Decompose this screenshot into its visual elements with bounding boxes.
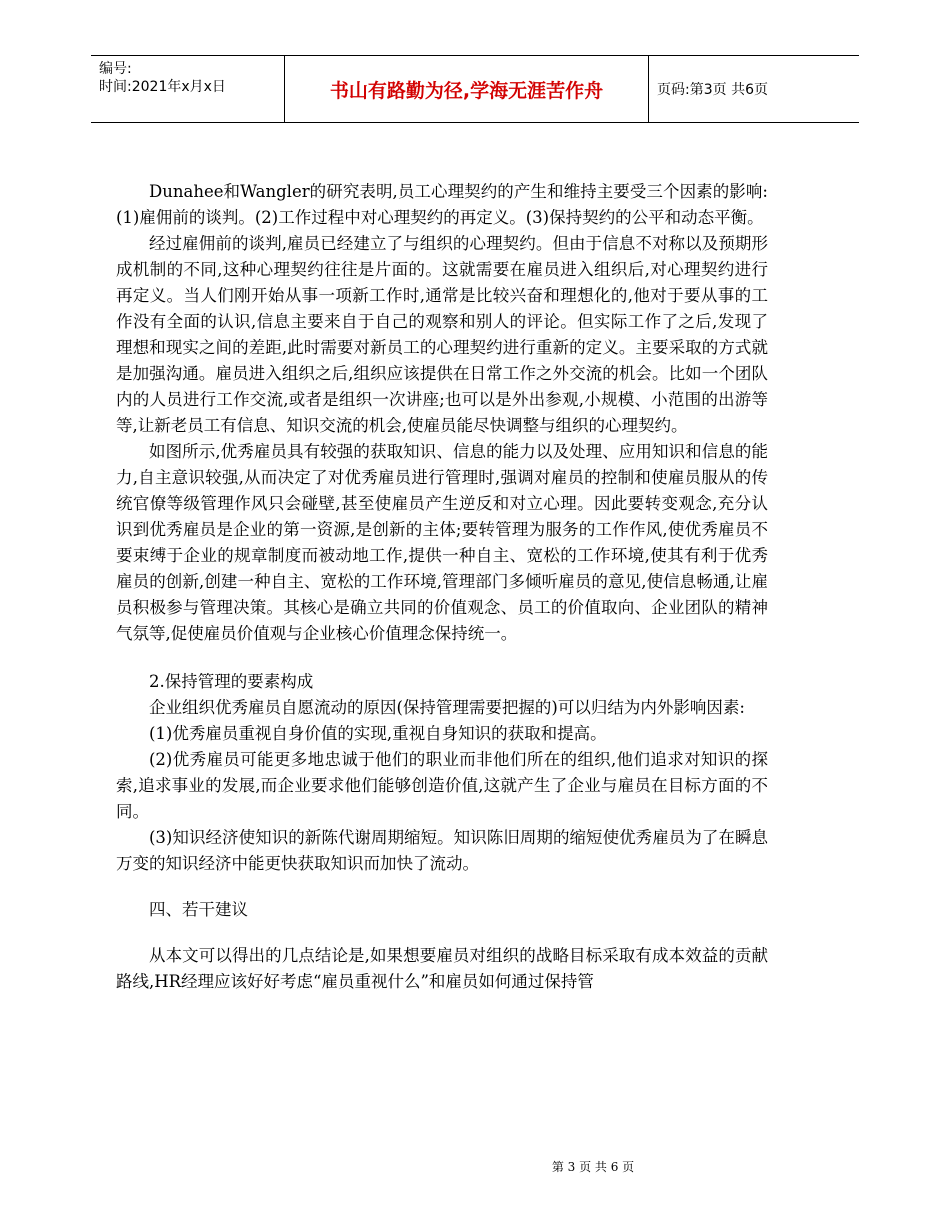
header-divider xyxy=(648,56,649,122)
page-header xyxy=(91,55,859,123)
header-page-info: 页码:第3页 共6页 xyxy=(657,82,768,98)
list-item: (2)优秀雇员可能更多地忠诚于他们的职业而非他们所在的组织,他们追求对知识的探索,追求事业的发展,而企业要求他们能够创造价值,这就产生了企业与雇员在目标方面的不同。 xyxy=(116,750,768,821)
list-item: (3)知识经济使知识的新陈代谢周期缩短。知识陈旧周期的缩短使优秀雇员为了在瞬息万变的知识经济中能更快获取知识而加快了流动。 xyxy=(116,828,768,873)
section-heading: 四、若干建议 xyxy=(149,900,248,919)
page-footer: 第 3 页 共 6 页 xyxy=(551,1160,635,1174)
spacer xyxy=(116,923,768,943)
paragraph: 经过雇佣前的谈判,雇员已经建立了与组织的心理契约。但由于信息不对称以及预期形成机制的不同,这种心理契约往往是片面的。这就需要在雇员进入组织后,对心理契约进行再定义。当人们刚开始从事一项新工作时,通常是比较兴奋和理想化的,他对于要从事的工作没有全面的认识,信息主要来自于自己的观察和别人的评论。但实际工作了之后,发现了理想和现实之间的差距,此时需要对新员工的心理契约进行重新的定义。主要采取的方式就是加强沟通。雇员进入组织之后,组织应该提供在日常工作之外交流的机会。比如一个团队内的人员进行工作交流,或者是组织一次讲座;也可以是外出参观,小规模、小范围的出游等等,让新老员工有信息、知识交流的机会,使雇员能尽快调整与组织的心理契约。 xyxy=(116,234,768,435)
paragraph: 企业组织优秀雇员自愿流动的原因(保持管理需要把握的)可以归结为内外影响因素: xyxy=(149,698,745,717)
header-motto: 书山有路勤为径,学海无涯苦作舟 xyxy=(329,79,604,102)
spacer xyxy=(116,877,768,897)
document-body xyxy=(116,179,768,995)
paragraph: 如图所示,优秀雇员具有较强的获取知识、信息的能力以及处理、应用知识和信息的能力,自主意识较强,从而决定了对优秀雇员进行管理时,强调对雇员的控制和使雇员服从的传统官僚等级管理作风只会碰壁,甚至使雇员产生逆反和对立心理。因此要转变观念,充分认识到优秀雇员是企业的第一资源,是创新的主体;要转管理为服务的工作作风,使优秀雇员不要束缚于企业的规章制度而被动地工作,提供一种自主、宽松的工作环境,使其有利于优秀雇员的创新,创建一种自主、宽松的工作环境,管理部门多倾听雇员的意见,使信息畅通,让雇员积极参与管理决策。其核心是确立共同的价值观念、员工的价值取向、企业团队的精神气氛等,促使雇员价值观与企业核心价值理念保持统一。 xyxy=(116,442,768,643)
code-label: 编号: xyxy=(99,61,132,77)
list-item: (1)优秀雇员重视自身价值的实现,重视自身知识的获取和提高。 xyxy=(149,724,607,743)
section-heading: 2.保持管理的要素构成 xyxy=(149,672,314,691)
paragraph: Dunahee和Wangler的研究表明,员工心理契约的产生和维持主要受三个因素的影响:(1)雇佣前的谈判。(2)工作过程中对心理契约的再定义。(3)保持契约的公平和动态平衡。 xyxy=(116,182,768,227)
paragraph: 从本文可以得出的几点结论是,如果想要雇员对组织的战略目标采取有成本效益的贡献路线,HR经理应该好好考虑“雇员重视什么”和雇员如何通过保持管 xyxy=(116,946,768,991)
header-meta xyxy=(99,60,281,96)
date-label: 时间:2021年x月x日 xyxy=(99,79,226,95)
spacer xyxy=(116,647,768,669)
